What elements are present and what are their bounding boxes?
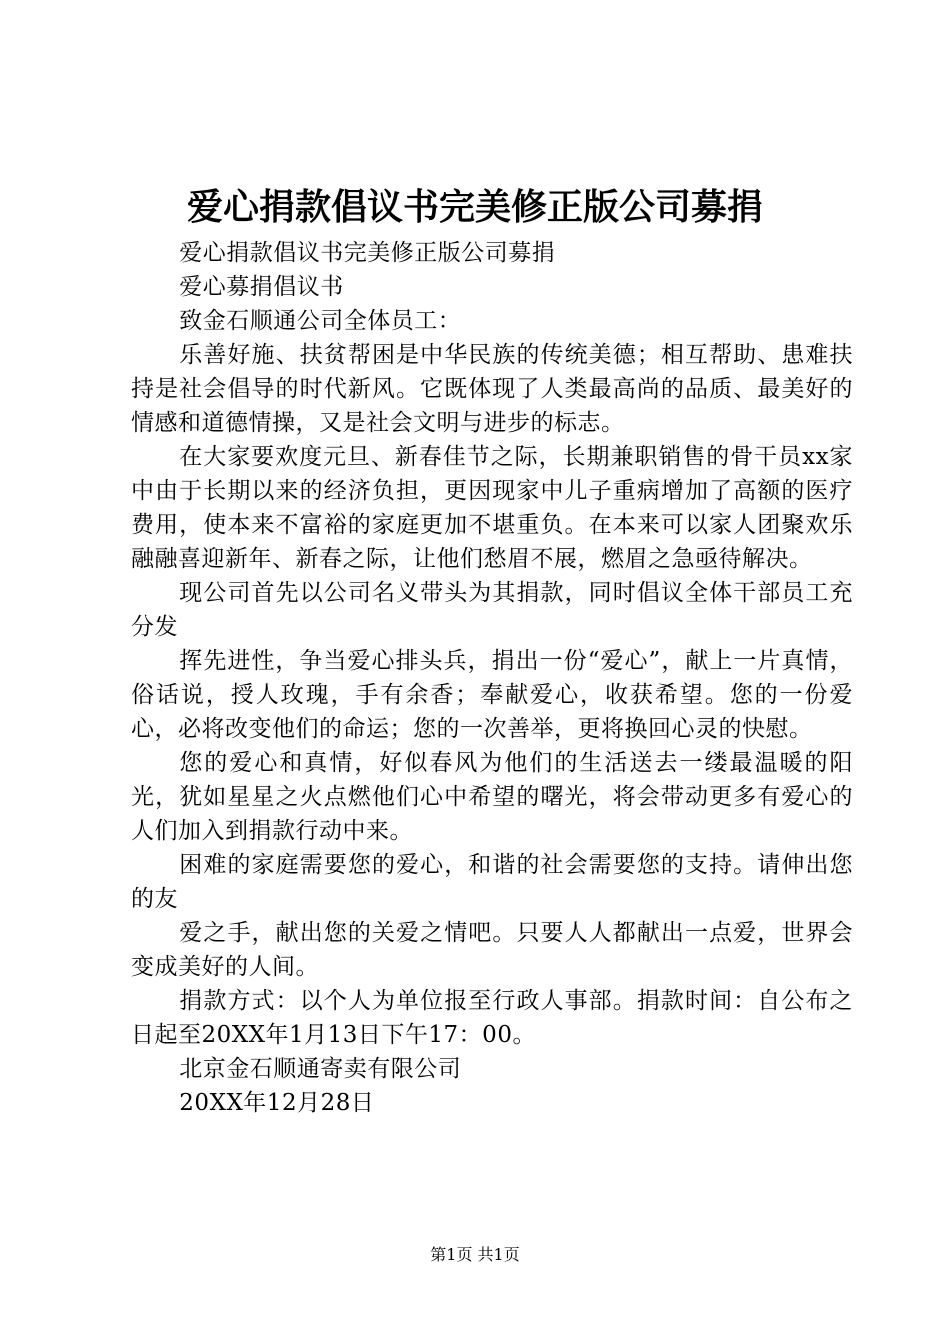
- paragraph-salutation: 致金石顺通公司全体员工：: [179, 308, 462, 334]
- paragraph-company-donation: 现公司首先以公司名义带头为其捐款，同时倡议全体干部员工充分发: [131, 580, 853, 640]
- paragraph-virtue: 乐善好施、扶贫帮困是中华民族的传统美德；相互帮助、患难扶持是社会倡导的时代新风。它既体现了人类最高尚的品质、最美好的情感和道德情操，又是社会文明与进步的标志。: [131, 342, 853, 436]
- document-title: 爱心捐款倡议书完美修正版公司募捐: [186, 186, 763, 228]
- signature-company: 北京金石顺通寄卖有限公司: [179, 1056, 462, 1082]
- page-footer: 第1页 共1页: [430, 1245, 520, 1264]
- paragraph-donation-method: 捐款方式：以个人为单位报至行政人事部。捐款时间：自公布之日起至20XX年1月13日下午17：00。: [131, 988, 853, 1048]
- paragraph-warmth: 您的爱心和真情，好似春风为他们的生活送去一缕最温暖的阳光，犹如星星之火点燃他们心中希望的曙光，将会带动更多有爱心的人们加入到捐款行动中来。: [131, 750, 853, 844]
- paragraph-appeal: 困难的家庭需要您的爱心，和谐的社会需要您的支持。请伸出您的友: [131, 852, 853, 912]
- paragraph-hand-of-love: 爱之手，献出您的关爱之情吧。只要人人都献出一点爱，世界会变成美好的人间。: [131, 920, 853, 980]
- paragraph-situation: 在大家要欢度元旦、新春佳节之际，长期兼职销售的骨干员xx家中由于长期以来的经济负担，更因现家中儿子重病增加了高额的医疗费用，使本来不富裕的家庭更加不堪重负。在本来可以家人团聚欢乐融融喜迎新年、新春之际，让他们愁眉不展，燃眉之急亟待解决。: [131, 444, 853, 572]
- document-body: [131, 236, 853, 1120]
- signature-date: 20XX年12月28日: [179, 1090, 375, 1116]
- paragraph-heading: 爱心募捐倡议书: [179, 274, 344, 300]
- paragraph-subtitle: 爱心捐款倡议书完美修正版公司募捐: [179, 240, 556, 266]
- paragraph-call-to-action: 挥先进性，争当爱心排头兵，捐出一份“爱心”，献上一片真情，俗话说，授人玫瑰，手有余香；奉献爱心，收获希望。您的一份爱心，必将改变他们的命运；您的一次善举，更将换回心灵的快慰。: [131, 648, 853, 742]
